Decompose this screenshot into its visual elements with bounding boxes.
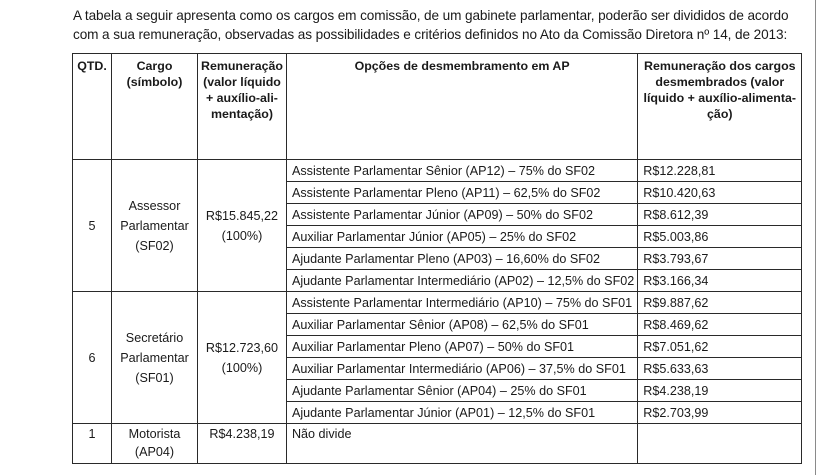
option-cell: Assistente Parlamentar Pleno (AP11) – 62,5% do SF02 [286,182,637,204]
group-qtd: 5 [73,160,112,292]
intro-paragraph: A tabela a seguir apresenta como os cargos em comissão, de um gabinete parlamentar, poderão ser divididos de acordo com a sua remuneração, observadas as possibilidades e critérios definidos no Ato da Comissão Diretora nº 14, de 2013: [73,8,789,42]
value-cell: R$12.228,81 [638,160,802,182]
last-opcao: Não divide [286,424,637,464]
table-row [73,292,802,314]
option-cell: Ajudante Parlamentar Júnior (AP01) – 12,5% do SF01 [286,402,637,424]
value-cell: R$9.887,62 [638,292,802,314]
value-cell: R$5.633,63 [638,358,802,380]
value-cell: R$7.051,62 [638,336,802,358]
value-cell: R$3.166,34 [638,270,802,292]
header-remuneracao-desmembrados: Remuneração dos cargos desmembrados (valor líquido + auxílio-alimenta-ção) [638,54,802,160]
option-cell: Auxiliar Parlamentar Pleno (AP07) – 50% do SF01 [286,336,637,358]
last-valor [638,424,802,464]
value-cell: R$8.469,62 [638,314,802,336]
value-cell: R$5.003,86 [638,226,802,248]
table-row [73,160,802,182]
page-edge-line [815,0,816,475]
value-cell: R$10.420,63 [638,182,802,204]
last-remuneracao: R$4.238,19 [198,424,287,464]
group-qtd: 6 [73,292,112,424]
option-cell: Ajudante Parlamentar Sênior (AP04) – 25% do SF01 [286,380,637,402]
table-row-motorista [73,424,802,464]
option-cell: Auxiliar Parlamentar Sênior (AP08) – 62,5% do SF01 [286,314,637,336]
option-cell: Auxiliar Parlamentar Intermediário (AP06) – 37,5% do SF01 [286,358,637,380]
option-cell: Auxiliar Parlamentar Júnior (AP05) – 25% do SF02 [286,226,637,248]
group-remuneracao: R$12.723,60 (100%) [198,292,287,424]
option-cell: Ajudante Parlamentar Intermediário (AP02) – 12,5% do SF02 [286,270,637,292]
option-cell: Assistente Parlamentar Intermediário (AP10) – 75% do SF01 [286,292,637,314]
header-cargo: Cargo (símbolo) [112,54,198,160]
header-row [73,54,802,160]
value-cell: R$8.612,39 [638,204,802,226]
option-cell: Ajudante Parlamentar Pleno (AP03) – 16,60% do SF02 [286,248,637,270]
value-cell: R$2.703,99 [638,402,802,424]
group-cargo: Secretário Parlamentar (SF01) [112,292,198,424]
header-remuneracao: Remuneração (valor líquido + auxílio-ali-mentação) [198,54,287,160]
last-cargo: Motorista (AP04) [112,424,198,464]
option-cell: Assistente Parlamentar Sênior (AP12) – 75% do SF02 [286,160,637,182]
header-qtd: QTD. [73,54,112,160]
last-qtd: 1 [73,424,112,464]
value-cell: R$3.793,67 [638,248,802,270]
value-cell: R$4.238,19 [638,380,802,402]
cargos-table [72,53,802,464]
option-cell: Assistente Parlamentar Júnior (AP09) – 50% do SF02 [286,204,637,226]
group-cargo: Assessor Parlamentar (SF02) [112,160,198,292]
group-remuneracao: R$15.845,22 (100%) [198,160,287,292]
header-opcoes: Opções de desmembramento em AP [286,54,637,160]
